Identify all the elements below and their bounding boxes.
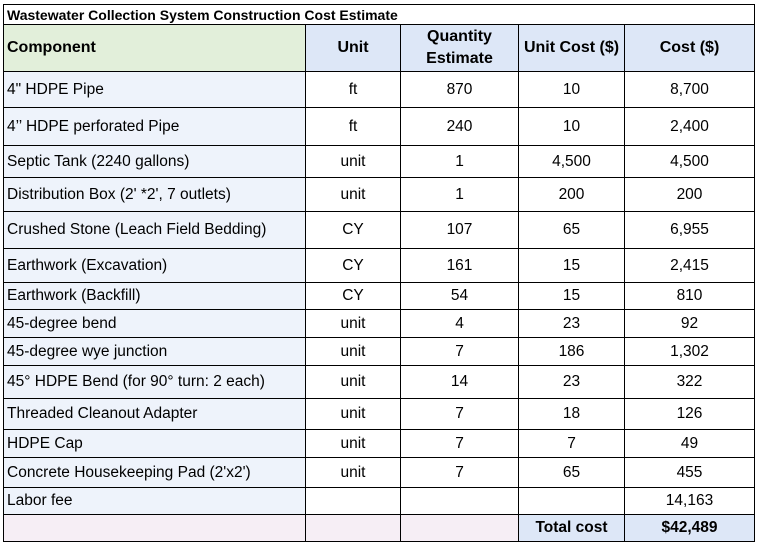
cell-quantity[interactable]: 107 [401, 212, 519, 249]
header-unit[interactable]: Unit [306, 25, 401, 72]
header-row [4, 25, 755, 72]
table-row [4, 108, 755, 146]
cell-quantity[interactable] [401, 488, 519, 515]
cell-cost[interactable]: 4,500 [625, 146, 755, 178]
header-component[interactable]: Component [4, 25, 306, 72]
table-row [4, 212, 755, 249]
cell-component[interactable]: Earthwork (Excavation) [4, 249, 306, 283]
table-row [4, 249, 755, 283]
cell-cost[interactable]: 2,400 [625, 108, 755, 146]
cell-quantity[interactable]: 240 [401, 108, 519, 146]
cell-component[interactable]: 4" HDPE Pipe [4, 72, 306, 108]
cell-quantity[interactable]: 1 [401, 146, 519, 178]
cell-component[interactable]: Labor fee [4, 488, 306, 515]
cell-unit[interactable]: unit [306, 146, 401, 178]
cell-unit-cost[interactable]: 186 [519, 338, 625, 366]
cell-unit[interactable]: unit [306, 338, 401, 366]
cell-unit[interactable]: unit [306, 310, 401, 338]
cell-component[interactable]: 4’’ HDPE perforated Pipe [4, 108, 306, 146]
cell-unit[interactable]: ft [306, 108, 401, 146]
sheet-title[interactable]: Wastewater Collection System Construction Cost Estimate [4, 5, 755, 25]
cell-component[interactable]: 45-degree wye junction [4, 338, 306, 366]
cell-cost[interactable]: 14,163 [625, 488, 755, 515]
header-cost[interactable]: Cost ($) [625, 25, 755, 72]
table-row [4, 72, 755, 108]
cell-cost[interactable]: 810 [625, 283, 755, 310]
cell-unit-cost[interactable]: 15 [519, 283, 625, 310]
header-quantity[interactable]: Quantity Estimate [401, 25, 519, 72]
cell-quantity[interactable]: 7 [401, 399, 519, 430]
cell-quantity[interactable]: 1 [401, 178, 519, 212]
cell-unit[interactable]: CY [306, 249, 401, 283]
cell-cost[interactable]: 126 [625, 399, 755, 430]
cell-unit[interactable]: unit [306, 430, 401, 458]
cell-component[interactable]: Threaded Cleanout Adapter [4, 399, 306, 430]
cell-unit-cost[interactable]: 65 [519, 212, 625, 249]
cell-component[interactable]: Concrete Housekeeping Pad (2'x2') [4, 458, 306, 488]
cell-cost[interactable]: 455 [625, 458, 755, 488]
empty-cell[interactable] [401, 515, 519, 542]
cell-unit-cost[interactable]: 4,500 [519, 146, 625, 178]
cell-quantity[interactable]: 7 [401, 430, 519, 458]
cell-unit-cost[interactable]: 15 [519, 249, 625, 283]
table-row [4, 399, 755, 430]
cell-quantity[interactable]: 161 [401, 249, 519, 283]
cell-unit[interactable]: unit [306, 458, 401, 488]
cell-unit-cost[interactable]: 18 [519, 399, 625, 430]
table-row [4, 310, 755, 338]
cell-component[interactable]: Septic Tank (2240 gallons) [4, 146, 306, 178]
empty-cell[interactable] [306, 515, 401, 542]
cell-quantity[interactable]: 7 [401, 458, 519, 488]
table-row [4, 488, 755, 515]
total-value[interactable]: $42,489 [625, 515, 755, 542]
table-row [4, 146, 755, 178]
table-row [4, 430, 755, 458]
cell-cost[interactable]: 8,700 [625, 72, 755, 108]
cell-unit[interactable] [306, 488, 401, 515]
cell-quantity[interactable]: 870 [401, 72, 519, 108]
cell-cost[interactable]: 200 [625, 178, 755, 212]
table-row [4, 458, 755, 488]
table-row [4, 366, 755, 399]
cell-cost[interactable]: 322 [625, 366, 755, 399]
cell-unit-cost[interactable]: 23 [519, 310, 625, 338]
cell-unit-cost[interactable] [519, 488, 625, 515]
table-row [4, 178, 755, 212]
header-unit-cost[interactable]: Unit Cost ($) [519, 25, 625, 72]
cell-component[interactable]: Distribution Box (2' *2', 7 outlets) [4, 178, 306, 212]
cell-unit-cost[interactable]: 23 [519, 366, 625, 399]
cell-unit-cost[interactable]: 10 [519, 108, 625, 146]
cell-quantity[interactable]: 14 [401, 366, 519, 399]
cell-unit-cost[interactable]: 7 [519, 430, 625, 458]
cell-component[interactable]: Crushed Stone (Leach Field Bedding) [4, 212, 306, 249]
empty-cell[interactable] [4, 515, 306, 542]
cell-cost[interactable]: 92 [625, 310, 755, 338]
table-row [4, 283, 755, 310]
cell-cost[interactable]: 6,955 [625, 212, 755, 249]
cell-quantity[interactable]: 4 [401, 310, 519, 338]
cell-unit[interactable]: CY [306, 212, 401, 249]
cell-unit-cost[interactable]: 65 [519, 458, 625, 488]
cell-cost[interactable]: 49 [625, 430, 755, 458]
cell-unit-cost[interactable]: 10 [519, 72, 625, 108]
cell-unit[interactable]: unit [306, 366, 401, 399]
cell-component[interactable]: 45-degree bend [4, 310, 306, 338]
cell-unit[interactable]: ft [306, 72, 401, 108]
total-row [4, 515, 755, 542]
cell-quantity[interactable]: 54 [401, 283, 519, 310]
title-row [4, 5, 755, 25]
cell-cost[interactable]: 1,302 [625, 338, 755, 366]
total-label[interactable]: Total cost [519, 515, 625, 542]
cell-cost[interactable]: 2,415 [625, 249, 755, 283]
cell-quantity[interactable]: 7 [401, 338, 519, 366]
cell-unit[interactable]: CY [306, 283, 401, 310]
cell-component[interactable]: Earthwork (Backfill) [4, 283, 306, 310]
cost-estimate-table [3, 4, 755, 542]
cell-unit[interactable]: unit [306, 178, 401, 212]
table-row [4, 338, 755, 366]
cell-component[interactable]: HDPE Cap [4, 430, 306, 458]
cell-unit[interactable]: unit [306, 399, 401, 430]
cell-component[interactable]: 45° HDPE Bend (for 90° turn: 2 each) [4, 366, 306, 399]
cell-unit-cost[interactable]: 200 [519, 178, 625, 212]
